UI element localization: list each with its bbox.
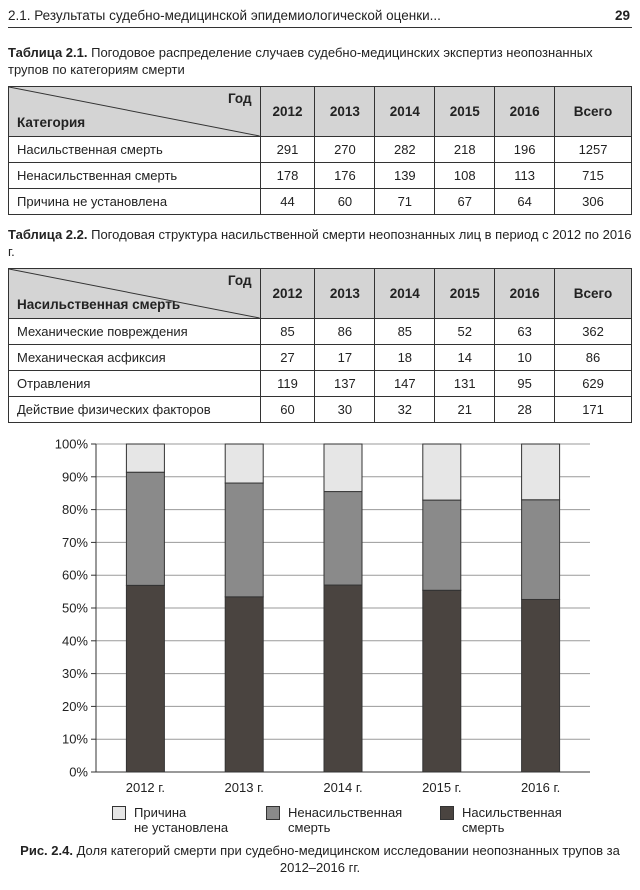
x-tick-label: 2016 г.	[520, 780, 561, 795]
bar-segment-unknown	[423, 444, 461, 500]
table-cell: 1257	[555, 137, 632, 163]
table-cell: 60	[260, 397, 315, 423]
table-cell: 113	[495, 163, 555, 189]
table-cell: 71	[375, 189, 435, 215]
table1-col-2015: 2015	[435, 87, 495, 137]
table-cell: 715	[555, 163, 632, 189]
table-cell: 44	[260, 189, 315, 215]
figure-label: Рис. 2.4.	[20, 843, 73, 858]
table1-col-2012: 2012	[260, 87, 315, 137]
table-row	[9, 397, 632, 423]
table-cell: 108	[435, 163, 495, 189]
table1-col-2014: 2014	[375, 87, 435, 137]
figure-caption-text: Доля категорий смерти при судебно-медицинском исследовании неопознанных трупов за 2012–2016 гг.	[76, 843, 620, 875]
table-cell: 119	[260, 371, 315, 397]
table-cell: 85	[375, 319, 435, 345]
table2-col-2012: 2012	[260, 269, 315, 319]
y-tick-label: 60%	[61, 567, 88, 583]
y-tick-label: 100%	[54, 436, 88, 452]
table-cell: 67	[435, 189, 495, 215]
bar-segment-nonviolent	[324, 492, 362, 585]
y-tick-label: 20%	[61, 698, 88, 714]
table1-row-name: Ненасильственная смерть	[9, 163, 261, 189]
table2-row-name: Действие физических факторов	[9, 397, 261, 423]
table-cell: 629	[555, 371, 632, 397]
table2-caption-text: Погодовая структура насильственной смерти неопознанных лиц в период с 2012 по 2016 г.	[8, 227, 632, 259]
table1-corner-cell	[9, 87, 261, 137]
table2-caption	[8, 226, 632, 260]
legend-label	[462, 805, 592, 835]
legend-label-line: не установлена	[134, 820, 229, 835]
y-tick-label: 0%	[69, 764, 88, 780]
running-head	[8, 6, 632, 28]
bar-segment-nonviolent	[126, 472, 164, 585]
table-cell: 178	[260, 163, 315, 189]
table-row	[9, 345, 632, 371]
running-head-title: 2.1. Результаты судебно-медицинской эпидемиологической оценки...	[8, 8, 441, 23]
table-cell: 64	[495, 189, 555, 215]
table2-corner-category: Насильственная смерть	[17, 297, 181, 312]
legend-label-line: смерть	[462, 820, 505, 835]
table2-row-name: Механические повреждения	[9, 319, 261, 345]
table-cell: 86	[315, 319, 375, 345]
y-tick-label: 30%	[61, 666, 88, 682]
table-cell: 52	[435, 319, 495, 345]
y-tick-label: 50%	[61, 600, 88, 616]
bar-segment-violent	[324, 585, 362, 772]
table1-corner-category: Категория	[17, 115, 86, 130]
bar-segment-unknown	[324, 444, 362, 492]
table-cell: 139	[375, 163, 435, 189]
bar-segment-violent	[522, 599, 560, 772]
table2-col-2015: 2015	[435, 269, 495, 319]
y-tick-label: 40%	[61, 633, 88, 649]
table-cell: 63	[495, 319, 555, 345]
table-cell: 27	[260, 345, 315, 371]
legend-label	[134, 805, 264, 835]
table-cell: 270	[315, 137, 375, 163]
table-cell: 218	[435, 137, 495, 163]
legend-label-line: Насильственная	[462, 805, 562, 820]
table-cell: 10	[495, 345, 555, 371]
table-cell: 147	[375, 371, 435, 397]
table-row	[9, 189, 632, 215]
table-row	[9, 371, 632, 397]
table-cell: 86	[555, 345, 632, 371]
bar-segment-violent	[126, 585, 164, 772]
table-cell: 282	[375, 137, 435, 163]
table1-row-name: Причина не установлена	[9, 189, 261, 215]
bar-segment-violent	[225, 597, 263, 772]
y-tick-label: 70%	[61, 534, 88, 550]
table1-caption-text: Погодовое распределение случаев судебно-медицинских экспертиз неопознанных трупов по категориям смерти	[8, 45, 593, 77]
table2-col-2013: 2013	[315, 269, 375, 319]
table1-col-2016: 2016	[495, 87, 555, 137]
legend-swatch-violent	[440, 806, 454, 820]
table-cell: 176	[315, 163, 375, 189]
bar-segment-nonviolent	[423, 500, 461, 590]
table-cell: 131	[435, 371, 495, 397]
table-cell: 85	[260, 319, 315, 345]
table2-corner-cell	[9, 269, 261, 319]
legend-label-line: Ненасильственная	[288, 805, 403, 820]
table-row	[9, 137, 632, 163]
figure-caption	[8, 842, 632, 876]
table2-row-name: Механическая асфиксия	[9, 345, 261, 371]
stacked-bar-chart	[50, 434, 610, 834]
table2	[8, 268, 632, 423]
table2-col-2016: 2016	[495, 269, 555, 319]
table-cell: 291	[260, 137, 315, 163]
table-cell: 60	[315, 189, 375, 215]
y-tick-label: 80%	[61, 502, 88, 518]
x-tick-label: 2012 г.	[125, 780, 166, 795]
y-tick-label: 90%	[61, 469, 88, 485]
x-tick-label: 2013 г.	[224, 780, 264, 795]
table-cell: 17	[315, 345, 375, 371]
table2-col-2014: 2014	[375, 269, 435, 319]
table-cell: 18	[375, 345, 435, 371]
table2-corner-year: Год	[227, 273, 252, 288]
bar-segment-unknown	[225, 444, 263, 483]
bar-segment-nonviolent	[225, 483, 263, 597]
table-cell: 95	[495, 371, 555, 397]
x-tick-label: 2014 г.	[323, 780, 363, 795]
chart-svg	[50, 434, 610, 804]
table-row	[9, 319, 632, 345]
table-cell: 171	[555, 397, 632, 423]
table-cell: 30	[315, 397, 375, 423]
table-cell: 362	[555, 319, 632, 345]
x-tick-label: 2015 г.	[422, 780, 462, 795]
table2-label: Таблица 2.2.	[8, 227, 88, 242]
table1-label: Таблица 2.1.	[8, 45, 88, 60]
table2-col-total: Всего	[555, 269, 632, 319]
bar-segment-unknown	[126, 444, 164, 472]
table1-row-name: Насильственная смерть	[9, 137, 261, 163]
table1-col-total: Всего	[555, 87, 632, 137]
legend-label-line: Причина	[134, 805, 187, 820]
table-cell: 28	[495, 397, 555, 423]
bar-segment-violent	[423, 590, 461, 772]
legend-swatch-nonviolent	[266, 806, 280, 820]
table1-corner-year: Год	[227, 91, 252, 106]
table1-caption	[8, 44, 632, 78]
page-number: 29	[614, 8, 630, 23]
table-cell: 21	[435, 397, 495, 423]
y-tick-label: 10%	[61, 731, 88, 747]
legend-label-line: смерть	[288, 820, 331, 835]
table-cell: 137	[315, 371, 375, 397]
table2-row-name: Отравления	[9, 371, 261, 397]
table-row	[9, 163, 632, 189]
legend-label	[288, 805, 418, 835]
bar-segment-unknown	[522, 444, 560, 500]
table-cell: 306	[555, 189, 632, 215]
table1	[8, 86, 632, 215]
table1-col-2013: 2013	[315, 87, 375, 137]
table-cell: 196	[495, 137, 555, 163]
bar-segment-nonviolent	[522, 500, 560, 600]
legend-swatch-unknown	[112, 806, 126, 820]
table-cell: 32	[375, 397, 435, 423]
table-cell: 14	[435, 345, 495, 371]
